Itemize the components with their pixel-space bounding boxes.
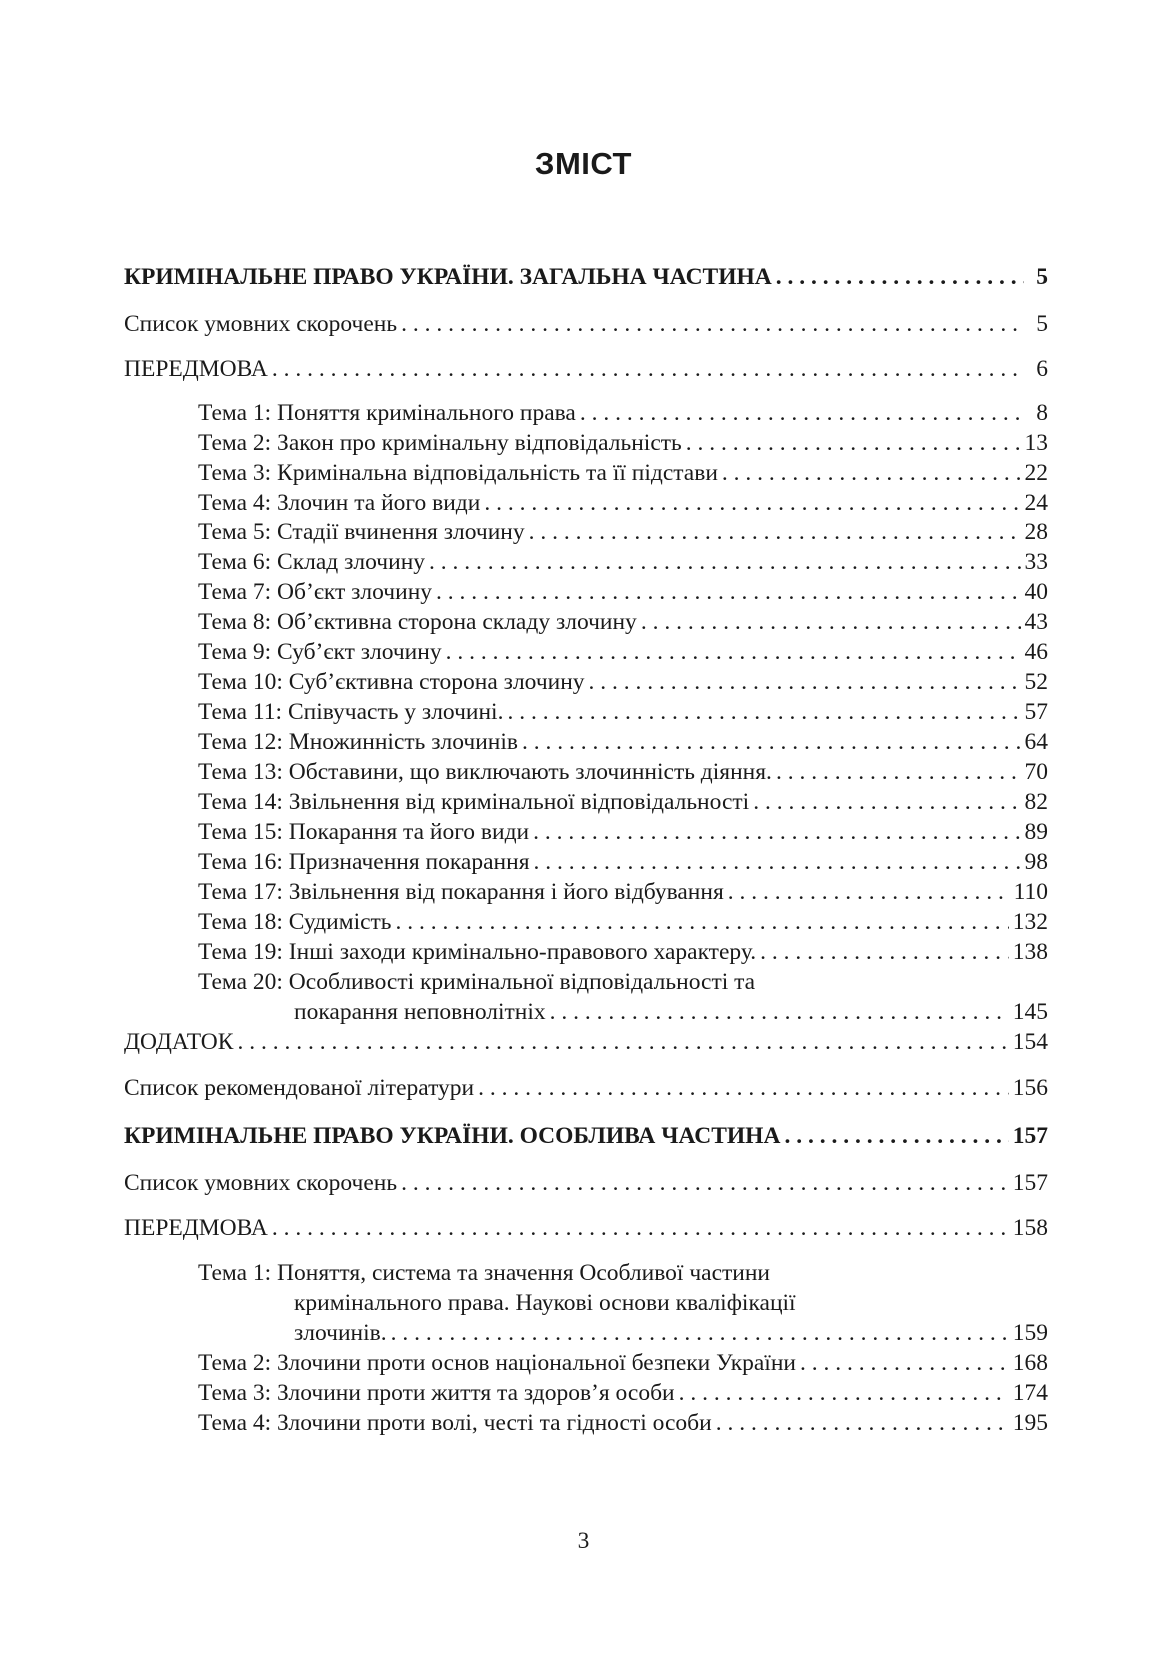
toc-entry-label: покарання неповнолітніх [294,999,546,1025]
toc-entry-label: Тема 7: Об’єкт злочину [198,579,433,605]
toc-entry[interactable] [198,697,1048,727]
toc-entry[interactable] [198,428,1048,458]
toc-entry-page: 13 [1024,430,1048,456]
toc-entry-page: 64 [1024,729,1048,755]
toc-entry-label: Тема 15: Покарання та його види [198,819,530,845]
toc-entry-page: 158 [1012,1215,1048,1241]
toc-entry[interactable] [198,787,1048,817]
toc-entry-label: кримінального права. Наукові основи кваліфікації [294,1290,796,1316]
toc-entry[interactable] [198,847,1048,877]
toc-entry-label: Тема 6: Склад злочину [198,549,426,575]
toc-entry-page: 138 [1012,939,1048,965]
toc-entry[interactable] [124,1213,1048,1243]
toc-entry-page: 46 [1024,639,1048,665]
toc-leader-dots [529,517,1021,547]
toc-entry-label: Тема 13: Обставини, що виключають злочинність діяння. [198,759,772,785]
toc-entry-page: 82 [1024,789,1048,815]
toc-leader-dots [401,1168,1009,1198]
toc-entry-label: ПЕРЕДМОВА [124,356,268,382]
toc-entry-page: 5 [1036,264,1048,290]
toc-entry-page: 40 [1024,579,1048,605]
toc-entry[interactable] [198,458,1048,488]
toc-entry[interactable] [124,1073,1048,1103]
toc-entry-label: Список умовних скорочень [124,311,398,337]
toc-entry[interactable] [198,877,1048,907]
toc-entry-page: 154 [1012,1029,1048,1055]
toc-entry-label: Тема 3: Кримінальна відповідальність та її підстави [198,460,718,486]
toc-entry-label: Тема 11: Співучасть у злочині. [198,699,504,725]
toc-leader-dots [641,607,1021,637]
toc-entry[interactable] [124,262,1048,292]
toc-entry[interactable] [124,1168,1048,1198]
toc-entry-page: 168 [1012,1350,1048,1376]
toc-entry-page: 22 [1024,460,1048,486]
toc-entry-page: 33 [1024,549,1048,575]
toc-leader-dots [522,727,1021,757]
toc-leader-dots [550,997,1009,1027]
toc-leader-dots [272,354,1024,384]
toc-entry[interactable] [198,727,1048,757]
toc-entry-label: злочинів. [294,1320,387,1346]
toc-entry-page: 132 [1012,909,1048,935]
toc-entry[interactable] [294,997,1048,1027]
toc-entry-label: Тема 1: Поняття кримінального права [198,400,576,426]
toc-leader-dots [401,309,1024,339]
toc-entry-page: 6 [1036,356,1048,382]
page-title: ЗМІСТ [535,146,632,181]
toc-entry-page: 5 [1036,311,1048,337]
toc-leader-dots [436,577,1020,607]
toc-leader-dots [728,877,1010,907]
toc-entry[interactable] [198,488,1048,518]
toc-leader-dots [484,488,1020,518]
toc-leader-dots [679,1378,1009,1408]
toc-entry-label: КРИМІНАЛЬНЕ ПРАВО УКРАЇНИ. ЗАГАЛЬНА ЧАСТИНА [124,264,772,290]
toc-entry[interactable] [198,637,1048,667]
toc-entry[interactable] [198,937,1048,967]
toc-entry-page: 52 [1024,669,1048,695]
page-number: 3 [577,1528,590,1554]
toc-entry-label: Тема 2: Злочини проти основ національної безпеки України [198,1350,796,1376]
toc-entry[interactable] [198,667,1048,697]
toc-entry[interactable] [198,1378,1048,1408]
toc-leader-dots [533,817,1020,847]
toc-entry-label: Тема 3: Злочини проти життя та здоров’я особи [198,1380,675,1406]
toc-leader-dots [722,458,1021,488]
toc-entry-label: Тема 4: Злочини проти волі, честі та гідності особи [198,1410,712,1436]
toc-leader-dots [580,398,1024,428]
toc-entry-page: 110 [1013,879,1048,905]
toc-entry-label: Тема 16: Призначення покарання [198,849,530,875]
toc-entry-page: 157 [1012,1170,1048,1196]
toc-entry[interactable] [198,607,1048,637]
toc-entry-label: Тема 1: Поняття, система та значення Особливої частини [198,1260,770,1286]
toc-leader-dots [446,637,1021,667]
toc-entry-page: 195 [1012,1410,1048,1436]
toc-entry[interactable] [124,1027,1048,1057]
toc-leader-dots [391,1318,1009,1348]
toc-entry-label: Тема 2: Закон про кримінальну відповідальність [198,430,682,456]
toc-entry[interactable] [124,309,1048,339]
toc-entry-page: 43 [1024,609,1048,635]
toc-entry-label: Тема 12: Множинність злочинів [198,729,518,755]
toc-entry-page: 89 [1024,819,1048,845]
toc-leader-dots [716,1408,1009,1438]
toc-leader-dots [760,937,1009,967]
toc-entry[interactable] [198,817,1048,847]
toc-entry-page: 70 [1024,759,1048,785]
toc-leader-dots [800,1348,1009,1378]
toc-leader-dots [776,262,1024,292]
toc-entry-page: 98 [1024,849,1048,875]
toc-entry[interactable] [198,1348,1048,1378]
toc-leader-dots [753,787,1020,817]
toc-leader-dots [534,847,1021,877]
toc-entry-page: 159 [1012,1320,1048,1346]
toc-entry-label: ДОДАТОК [124,1029,234,1055]
toc-entry-label: Тема 10: Суб’єктивна сторона злочину [198,669,585,695]
toc-leader-dots [272,1213,1009,1243]
toc-entry[interactable] [198,757,1048,787]
toc-leader-dots [429,547,1020,577]
toc-entry-label: Тема 19: Інші заходи кримінально-правового характеру. [198,939,757,965]
toc-entry-label: Тема 8: Об’єктивна сторона складу злочину [198,609,637,635]
toc-entry-label: Список рекомендованої літератури [124,1075,475,1101]
toc-entry-page: 57 [1024,699,1048,725]
toc-entry-label: Тема 14: Звільнення від кримінальної відповідальності [198,789,750,815]
toc-entry[interactable] [198,517,1048,547]
toc-entry-page: 156 [1012,1075,1048,1101]
toc-entry-page: 8 [1036,400,1048,426]
toc-entry-page: 24 [1024,490,1048,516]
toc-entry-label: Тема 9: Суб’єкт злочину [198,639,442,665]
toc-entry-page: 28 [1024,519,1048,545]
toc-leader-dots [776,757,1021,787]
toc-leader-dots [784,1121,1008,1151]
toc-entry-label: Тема 4: Злочин та його види [198,490,481,516]
toc-entry-label: Тема 20: Особливості кримінальної відповідальності та [198,969,756,995]
toc-entry[interactable] [294,1288,1048,1318]
toc-leader-dots [478,1073,1009,1103]
toc-entry-label: Тема 18: Судимість [198,909,392,935]
toc-entry-label: Тема 5: Стадії вчинення злочину [198,519,525,545]
toc-entry[interactable] [124,1121,1048,1151]
toc-entry[interactable] [294,1318,1048,1348]
toc-entry[interactable] [198,967,1048,997]
toc-entry-page: 174 [1012,1380,1048,1406]
toc-entry[interactable] [198,907,1048,937]
toc-leader-dots [507,697,1020,727]
toc-entry[interactable] [198,547,1048,577]
toc-entry-label: ПЕРЕДМОВА [124,1215,268,1241]
toc-entry-label: Список умовних скорочень [124,1170,398,1196]
toc-entry-page: 157 [1012,1123,1048,1149]
toc-entry-page: 145 [1012,999,1048,1025]
toc-entry-label: КРИМІНАЛЬНЕ ПРАВО УКРАЇНИ. ОСОБЛИВА ЧАСТИНА [124,1123,781,1149]
toc-leader-dots [396,907,1009,937]
toc-leader-dots [589,667,1021,697]
toc-entry[interactable] [198,1258,1048,1288]
toc-entry[interactable] [198,398,1048,428]
toc-entry[interactable] [124,354,1048,384]
toc-leader-dots [686,428,1021,458]
toc-leader-dots [237,1027,1008,1057]
toc-entry[interactable] [198,577,1048,607]
toc-entry-label: Тема 17: Звільнення від покарання і його відбування [198,879,724,905]
toc-entry[interactable] [198,1408,1048,1438]
